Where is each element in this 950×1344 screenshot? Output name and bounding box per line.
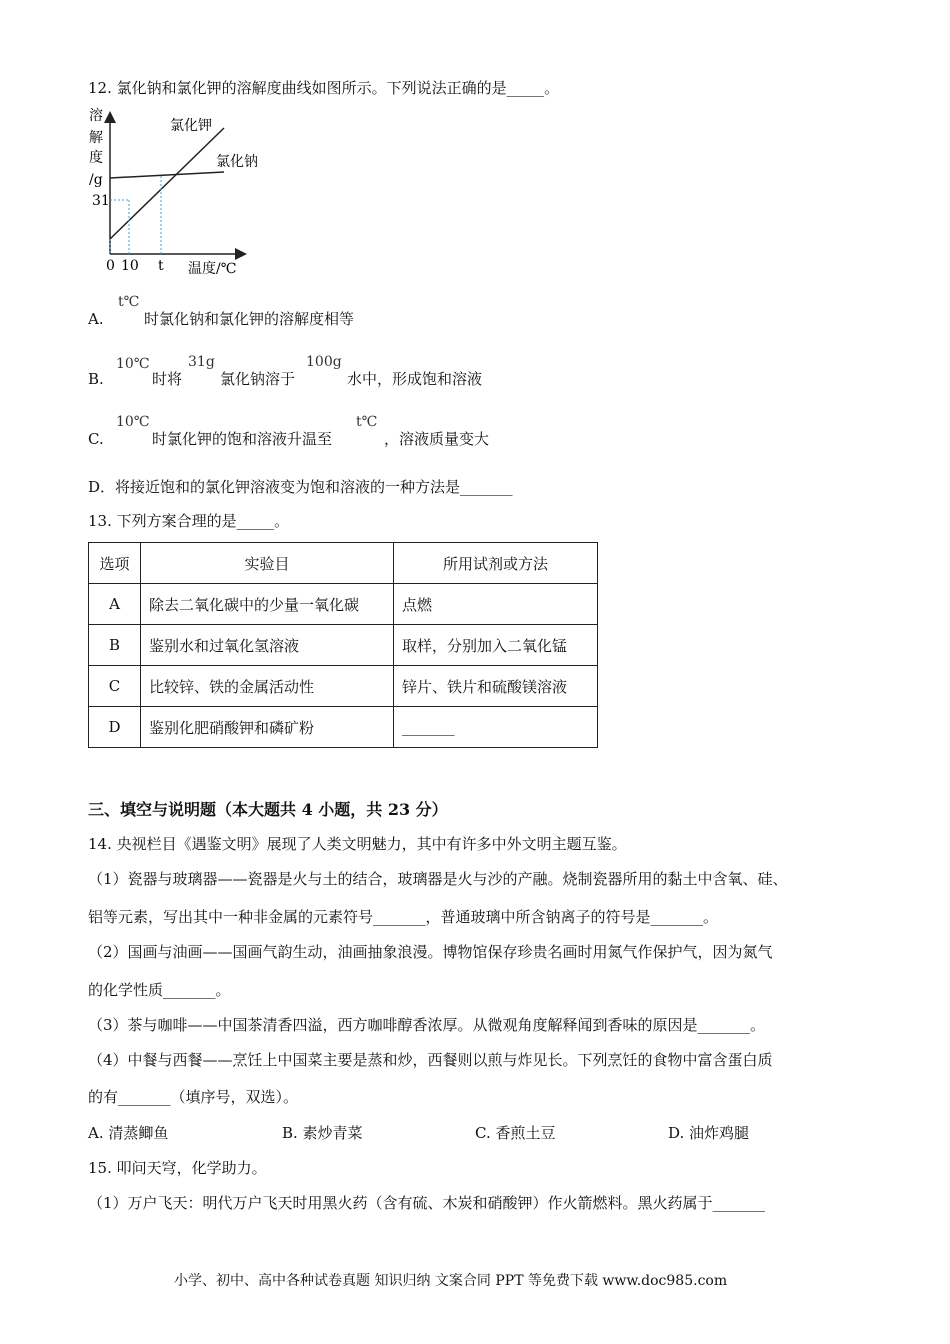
- ylabel-2: 解: [89, 130, 103, 146]
- table-row: [89, 666, 598, 707]
- table-header-cell: 实验目: [141, 543, 394, 584]
- table-row: [89, 707, 598, 748]
- nacl-curve: [110, 172, 224, 178]
- q13-stem: 13. 下列方案合理的是_____。: [88, 512, 290, 530]
- q15-stem: 15. 叩问天穹，化学助力。: [88, 1159, 267, 1177]
- q12-option-a-text: 时氯化钠和氯化钾的溶解度相等: [144, 310, 355, 328]
- ylabel-1: 溶: [89, 108, 103, 124]
- q14-choice-a: A. 清蒸鲫鱼: [88, 1124, 169, 1142]
- x-axis-label: 温度/℃: [188, 261, 237, 277]
- q14-part1-line2: 铝等元素，写出其中一种非金属的元素符号_______，普通玻璃中所含钠离子的符号是_______。: [88, 908, 719, 926]
- table-cell: 鉴别水和过氧化氢溶液: [141, 625, 394, 666]
- q14-stem: 14. 央视栏目《遇鉴文明》展现了人类文明魅力，其中有许多中外文明主题互鉴。: [88, 835, 627, 853]
- q14-choice-d: D. 油炸鸡腿: [668, 1124, 750, 1142]
- q14-part2-line1: （2）国画与油画——国画气韵生动，油画抽象浪漫。博物馆保存珍贵名画时用氮气作保护气，因为氮气: [88, 943, 773, 961]
- table-cell: C: [89, 666, 141, 707]
- q14-choice-b: B. 素炒青菜: [282, 1124, 363, 1142]
- page-footer: 小学、初中、高中各种试卷真题 知识归纳 文案合同 PPT 等免费下载 www.doc985.com: [174, 1273, 728, 1289]
- q12-option-c-sup1: 10℃: [116, 414, 150, 430]
- q12-option-c-sup2: t℃: [356, 414, 378, 430]
- x-tick-0: 0: [106, 258, 115, 274]
- table-header-cell: 所用试剂或方法: [394, 543, 598, 584]
- ylabel-4: /g: [89, 172, 103, 188]
- table-cell: A: [89, 584, 141, 625]
- q12-option-b-text1: 时将: [152, 370, 183, 388]
- q14-part1-line1: （1）瓷器与玻璃器——瓷器是火与土的结合，玻璃器是火与沙的产融。烧制瓷器所用的黏土中含氧、硅、: [88, 870, 788, 888]
- table-cell: 取样，分别加入二氧化锰: [394, 625, 598, 666]
- table-header-row: [89, 543, 598, 584]
- q12-stem: 12. 氯化钠和氯化钾的溶解度曲线如图所示。下列说法正确的是_____。: [88, 79, 560, 97]
- section-3-heading: 三、填空与说明题（本大题共 4 小题，共 23 分）: [88, 800, 448, 819]
- q12-option-c-text1: 时氯化钾的饱和溶液升温至: [152, 430, 333, 448]
- x-tick-10: 10: [121, 258, 139, 274]
- ylabel-3: 度: [89, 150, 103, 166]
- table-row: [89, 584, 598, 625]
- kcl-label: 氯化钾: [170, 118, 212, 134]
- q12-option-c-prefix: C.: [88, 430, 104, 448]
- q13-table: [88, 542, 598, 748]
- q12-option-b-text2: 氯化钠溶于: [220, 370, 296, 388]
- q12-option-d: D．将接近饱和的氯化钾溶液变为饱和溶液的一种方法是_______: [88, 478, 513, 496]
- y-tick-31: 31: [92, 193, 110, 209]
- table-header-cell: 选项: [89, 543, 141, 584]
- q12-option-c-text2: ，溶液质量变大: [384, 430, 490, 448]
- table-cell: _______: [394, 707, 598, 748]
- table-cell: 比较锌、铁的金属活动性: [141, 666, 394, 707]
- table-cell: B: [89, 625, 141, 666]
- q14-choice-c: C. 香煎土豆: [475, 1124, 556, 1142]
- solubility-curve-figure: [84, 104, 259, 279]
- table-cell: D: [89, 707, 141, 748]
- table-cell: 锌片、铁片和硫酸镁溶液: [394, 666, 598, 707]
- q12-option-a-sup1: t℃: [118, 294, 140, 310]
- table-row: [89, 625, 598, 666]
- q12-option-b-sup1: 10℃: [116, 356, 150, 372]
- nacl-label: 氯化钠: [216, 154, 258, 170]
- q14-part3: （3）茶与咖啡——中国茶清香四溢，西方咖啡醇香浓厚。从微观角度解释闻到香味的原因是_______。: [88, 1016, 766, 1034]
- q14-part2-line2: 的化学性质_______。: [88, 981, 231, 999]
- q15-part1: （1）万户飞天：明代万户飞天时用黑火药（含有硫、木炭和硝酸钾）作火箭燃料。黑火药属于_______: [88, 1194, 766, 1212]
- table-cell: 鉴别化肥硝酸钾和磷矿粉: [141, 707, 394, 748]
- x-tick-t: t: [158, 258, 164, 274]
- table-cell: 点燃: [394, 584, 598, 625]
- q12-option-b-sup2: 31g: [188, 354, 215, 370]
- q12-option-b-text3: 水中，形成饱和溶液: [347, 370, 483, 388]
- q12-option-b-sup3: 100g: [306, 354, 342, 370]
- q12-option-a-prefix: A.: [88, 310, 104, 328]
- q14-part4-line1: （4）中餐与西餐——烹饪上中国菜主要是蒸和炒，西餐则以煎与炸见长。下列烹饪的食物中富含蛋白质: [88, 1051, 773, 1069]
- q12-option-b-prefix: B.: [88, 370, 104, 388]
- table-cell: 除去二氧化碳中的少量一氧化碳: [141, 584, 394, 625]
- q14-part4-line2: 的有_______（填序号，双选）。: [88, 1088, 299, 1106]
- kcl-curve: [110, 128, 224, 239]
